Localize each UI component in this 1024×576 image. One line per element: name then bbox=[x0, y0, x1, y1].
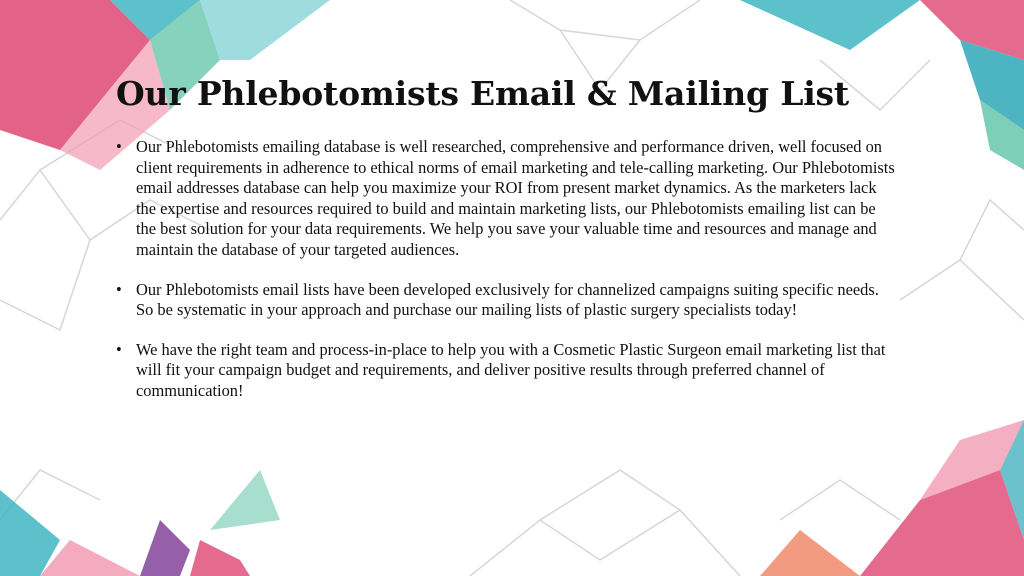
bullet-item bbox=[116, 137, 898, 261]
bullet-text: Our Phlebotomists emailing database is well researched, comprehensive and performance driven, well focused on client requirements in adherence to ethical norms of email marketing and tele-calling marketing. Our Phlebotomists email addresses database can help you maximize your ROI from present market dynamics. As the marketers lack the expertise and resources required to build and maintain marketing lists, our Phlebotomists emailing list can be the best solution for your data requirements. We help you save your valuable time and resources and manage and maintain the database of your targeted audiences. bbox=[136, 137, 895, 259]
bullet-marker: • bbox=[116, 137, 122, 156]
slide-title: Our Phlebotomists Email & Mailing List bbox=[116, 74, 849, 113]
pink-shape-bottom-left-2 bbox=[190, 540, 250, 576]
bullet-text: We have the right team and process-in-place to help you with a Cosmetic Plastic Surgeon email marketing list that will fit your campaign budget and requirements, and deliver positive results through preferred channel of communication! bbox=[136, 339, 886, 400]
bullet-list bbox=[116, 137, 898, 421]
bullet-marker: • bbox=[116, 279, 122, 299]
green-shape-bottom-left bbox=[210, 470, 280, 530]
pale-teal-shape-top-left bbox=[200, 0, 330, 60]
bullet-item bbox=[116, 340, 898, 402]
bullet-item bbox=[116, 280, 898, 321]
teal-shape-top-right bbox=[740, 0, 920, 50]
purple-shape-bottom-left bbox=[140, 520, 190, 576]
bullet-marker: • bbox=[116, 339, 122, 359]
orange-shape-bottom-right bbox=[760, 530, 860, 576]
bullet-text: Our Phlebotomists email lists have been developed exclusively for channelized campaigns suiting specific needs. So be systematic in your approach and purchase our mailing lists of plastic surgery specialists today! bbox=[136, 279, 879, 320]
